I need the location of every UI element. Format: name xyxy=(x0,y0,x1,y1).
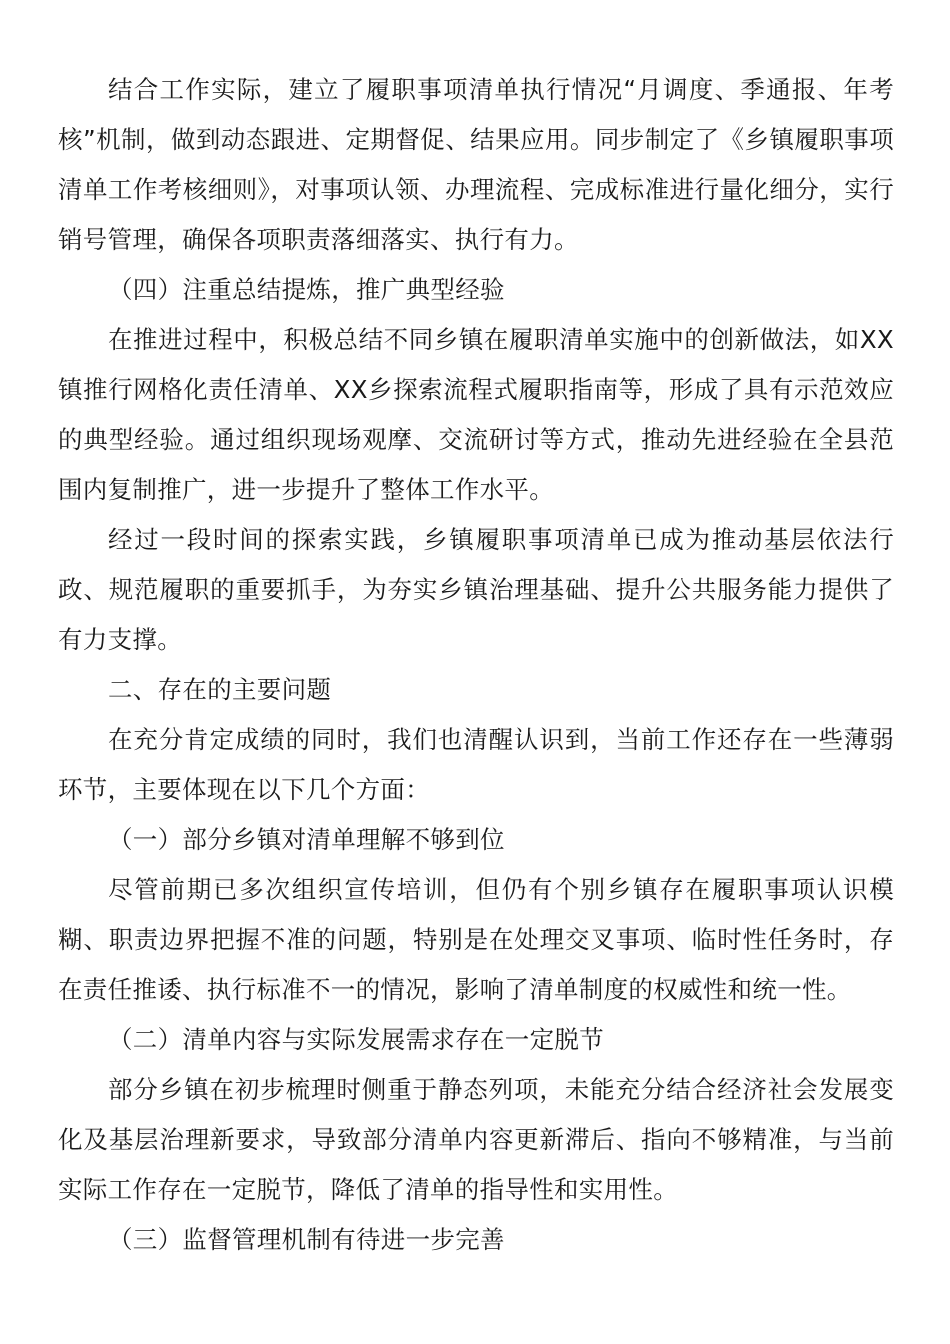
paragraph-assessment-mechanism: 结合工作实际，建立了履职事项清单执行情况“月调度、季通报、年考核”机制，做到动态跟进、定期督促、结果应用。同步制定了《乡镇履职事项清单工作考核细则》，对事项认领、办理流程、完成标准进行量化细分，实行销号管理，确保各项职责落细落实、执行有力。 xyxy=(58,75,894,254)
paragraph-summary: 经过一段时间的探索实践，乡镇履职事项清单已成为推动基层依法行政、规范履职的重要抓手，为夯实乡镇治理基础、提升公共服务能力提供了有力支撑。 xyxy=(58,525,894,654)
section-heading-4: （四）注重总结提炼，推广典型经验 xyxy=(108,275,505,304)
paragraph-problem-2: 部分乡镇在初步梳理时侧重于静态列项，未能充分结合经济社会发展变化及基层治理新要求，导致部分清单内容更新滞后、指向不够精准，与当前实际工作存在一定脱节，降低了清单的指导性和实用性。 xyxy=(58,1075,894,1204)
section-heading-problem-3: （三）监督管理机制有待进一步完善 xyxy=(108,1225,505,1254)
paragraph-typical-experience: 在推进过程中，积极总结不同乡镇在履职清单实施中的创新做法，如XX镇推行网格化责任清单、XX乡探索流程式履职指南等，形成了具有示范效应的典型经验。通过组织现场观摩、交流研讨等方式，推动先进经验在全县范围内复制推广，进一步提升了整体工作水平。 xyxy=(58,325,894,504)
section-heading-problem-2: （二）清单内容与实际发展需求存在一定脱节 xyxy=(108,1025,604,1054)
chapter-heading-problems: 二、存在的主要问题 xyxy=(108,675,332,704)
section-heading-problem-1: （一）部分乡镇对清单理解不够到位 xyxy=(108,825,505,854)
paragraph-problem-1: 尽管前期已多次组织宣传培训，但仍有个别乡镇存在履职事项认识模糊、职责边界把握不准的问题，特别是在处理交叉事项、临时性任务时，存在责任推诿、执行标准不一的情况，影响了清单制度的权威性和统一性。 xyxy=(58,875,894,1004)
document-page xyxy=(58,65,894,1265)
paragraph-problems-intro: 在充分肯定成绩的同时，我们也清醒认识到，当前工作还存在一些薄弱环节，主要体现在以下几个方面： xyxy=(58,725,894,804)
